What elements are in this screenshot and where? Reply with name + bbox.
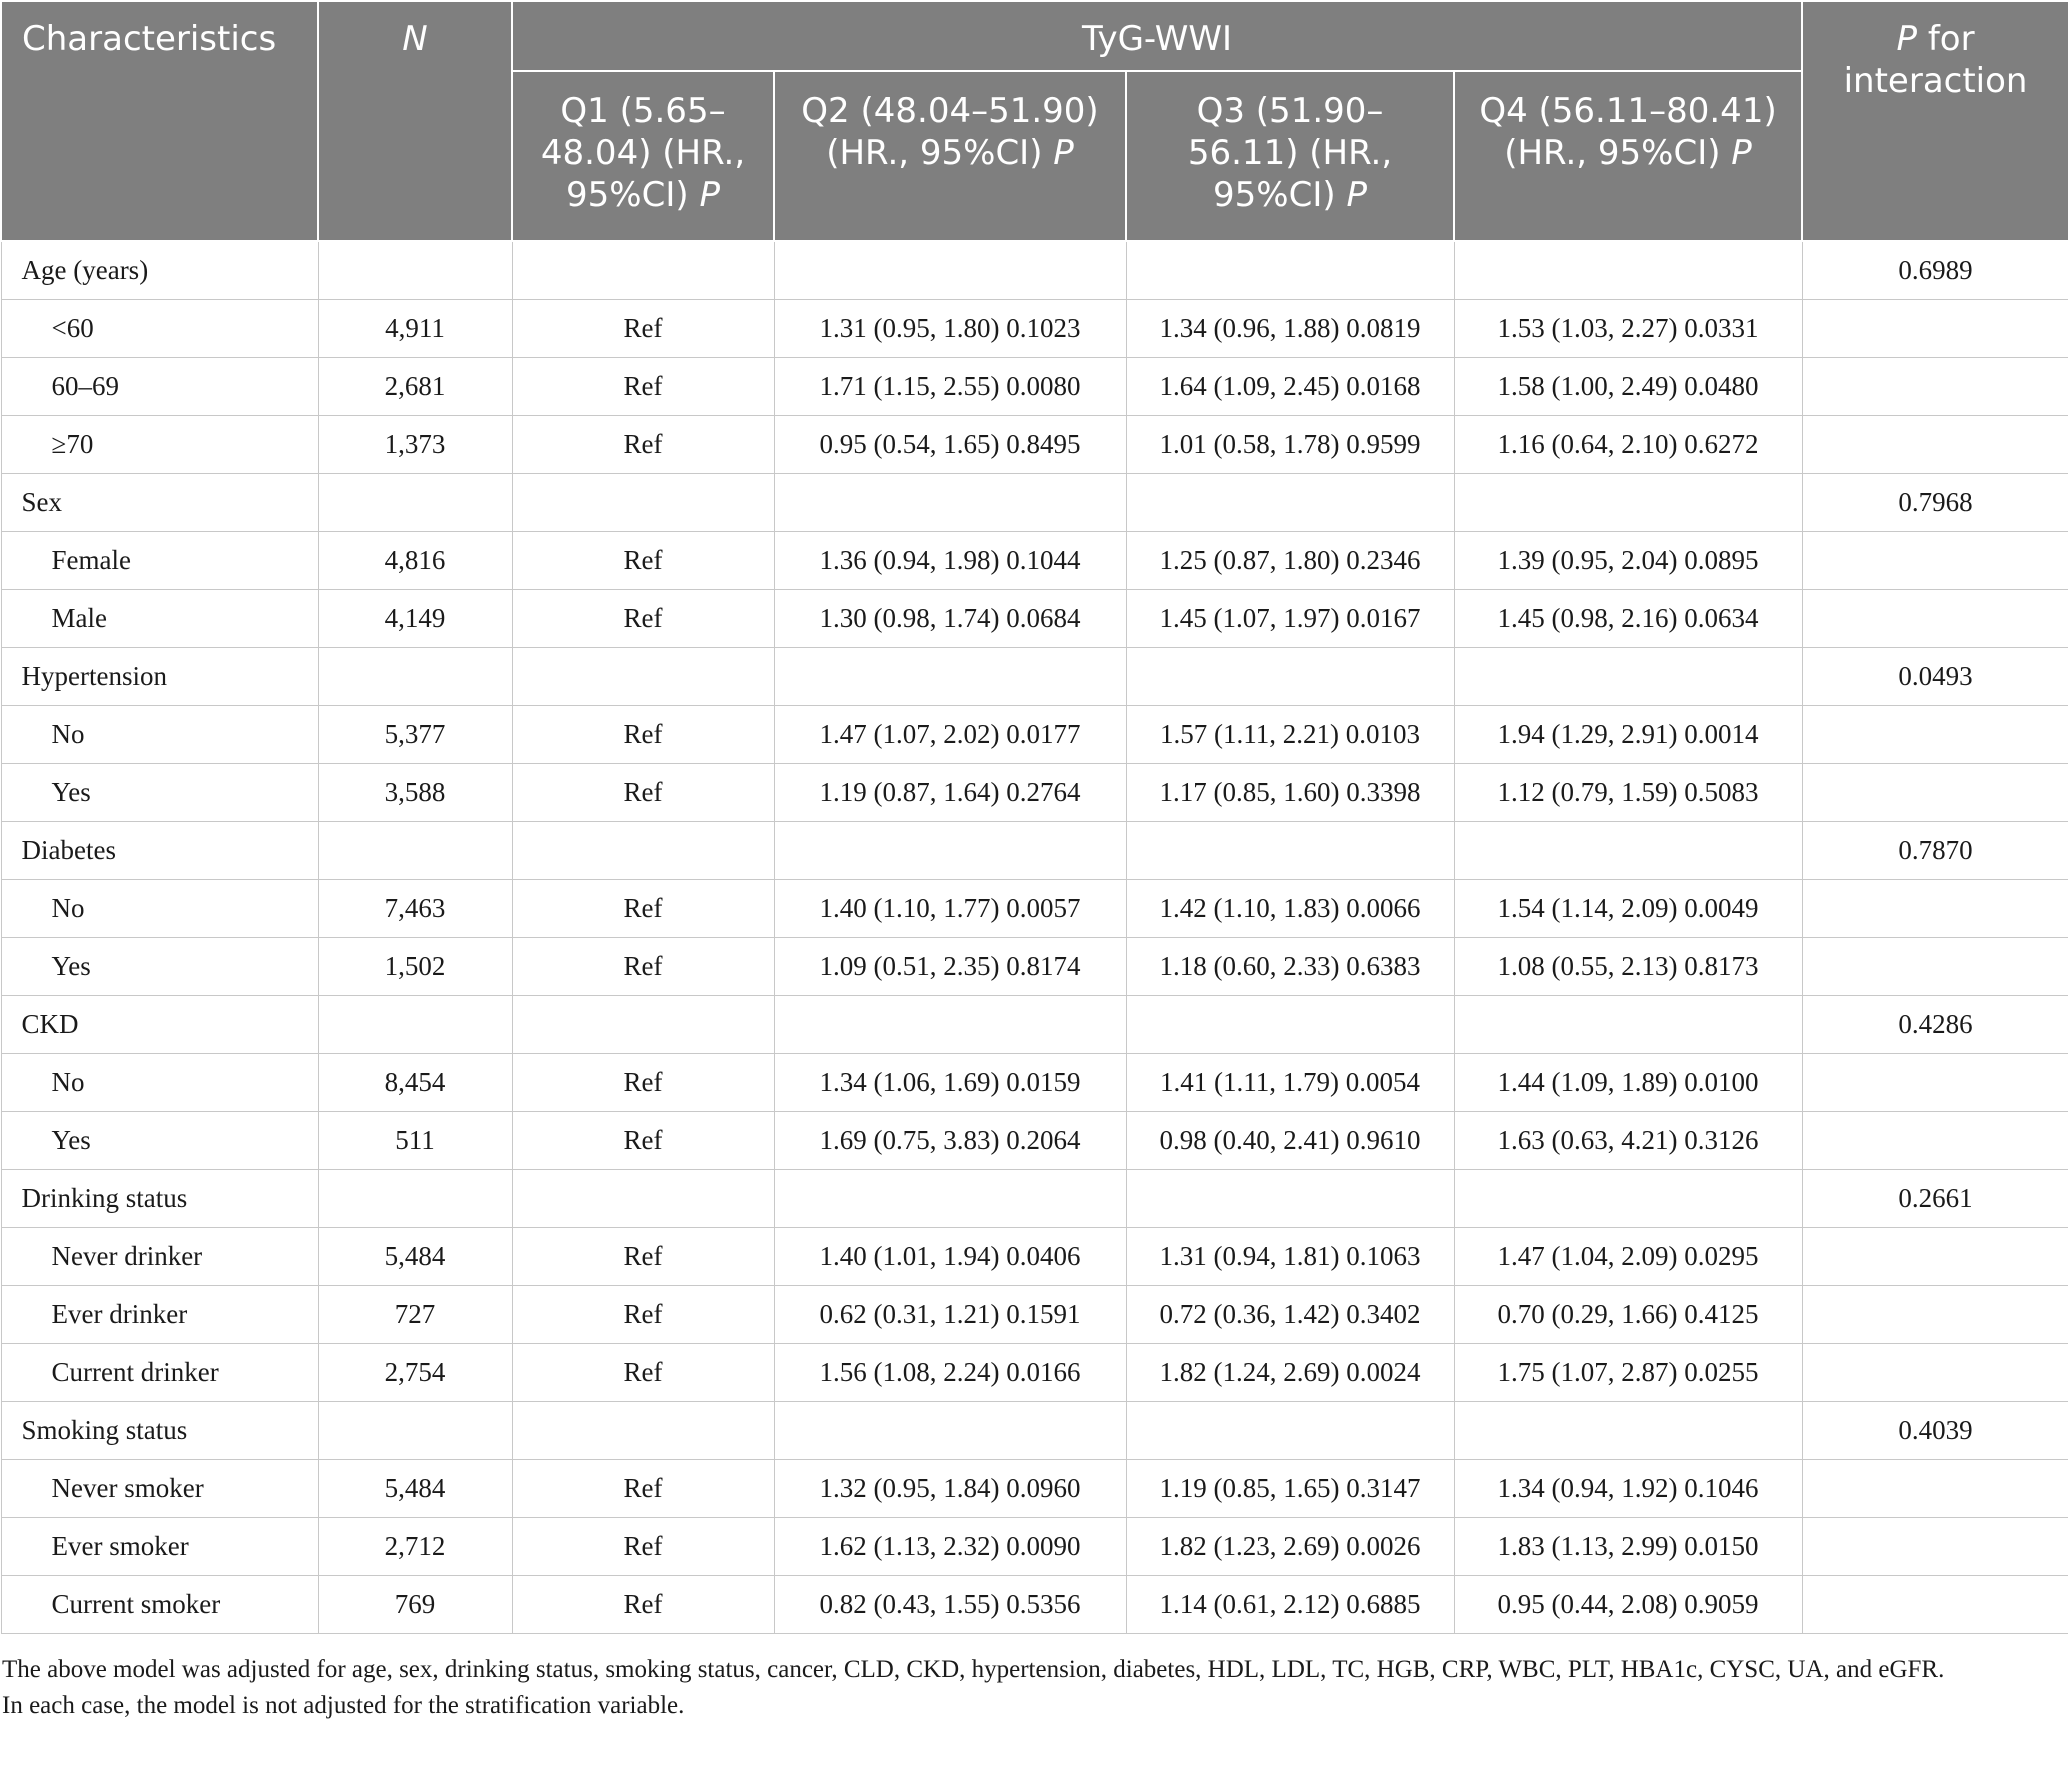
cell-q3 — [1126, 241, 1454, 300]
cell-p: 0.6989 — [1802, 241, 2068, 300]
cell-n: 8,454 — [318, 1054, 512, 1112]
cell-n — [318, 474, 512, 532]
cell-p — [1802, 416, 2068, 474]
cell-n: 2,681 — [318, 358, 512, 416]
cell-q4: 1.54 (1.14, 2.09) 0.0049 — [1454, 880, 1802, 938]
cell-label: Ever smoker — [1, 1518, 318, 1576]
cell-q2: 1.40 (1.10, 1.77) 0.0057 — [774, 880, 1126, 938]
table-row — [1, 1054, 2068, 1112]
cell-label: Smoking status — [1, 1402, 318, 1460]
cell-p — [1802, 706, 2068, 764]
cell-q1: Ref — [512, 1344, 774, 1402]
cell-n: 5,484 — [318, 1460, 512, 1518]
cell-q3: 0.98 (0.40, 2.41) 0.9610 — [1126, 1112, 1454, 1170]
cell-p: 0.7968 — [1802, 474, 2068, 532]
group-row — [1, 1402, 2068, 1460]
cell-p — [1802, 1286, 2068, 1344]
cell-p — [1802, 590, 2068, 648]
cell-q2 — [774, 241, 1126, 300]
cell-p — [1802, 1576, 2068, 1634]
cell-p — [1802, 1112, 2068, 1170]
footnote-line: The above model was adjusted for age, sex, drinking status, smoking status, cancer, CLD, CKD, hypertension, diabetes, HDL, LDL, TC, HGB, CRP, WBC, PLT, HBA1c, CYSC, UA, and eGFR. — [2, 1656, 1945, 1683]
cell-q4: 1.16 (0.64, 2.10) 0.6272 — [1454, 416, 1802, 474]
cell-q1: Ref — [512, 1286, 774, 1344]
cell-q2: 1.30 (0.98, 1.74) 0.0684 — [774, 590, 1126, 648]
cell-q4: 1.39 (0.95, 2.04) 0.0895 — [1454, 532, 1802, 590]
cell-q3: 1.45 (1.07, 1.97) 0.0167 — [1126, 590, 1454, 648]
cell-label: Ever drinker — [1, 1286, 318, 1344]
cell-n — [318, 648, 512, 706]
cell-label: Male — [1, 590, 318, 648]
table-body — [1, 241, 2068, 1634]
cell-label: Yes — [1, 938, 318, 996]
cell-label: Drinking status — [1, 1170, 318, 1228]
cell-q4: 1.45 (0.98, 2.16) 0.0634 — [1454, 590, 1802, 648]
cell-q3: 1.25 (0.87, 1.80) 0.2346 — [1126, 532, 1454, 590]
cell-q3: 1.19 (0.85, 1.65) 0.3147 — [1126, 1460, 1454, 1518]
cell-p — [1802, 358, 2068, 416]
cell-q3 — [1126, 474, 1454, 532]
cell-q1: Ref — [512, 764, 774, 822]
cell-q4: 1.34 (0.94, 1.92) 0.1046 — [1454, 1460, 1802, 1518]
cell-n: 5,377 — [318, 706, 512, 764]
cell-q2 — [774, 822, 1126, 880]
table-row — [1, 1518, 2068, 1576]
cell-label: Never smoker — [1, 1460, 318, 1518]
cell-q1: Ref — [512, 1228, 774, 1286]
cell-label: Diabetes — [1, 822, 318, 880]
cell-q1: Ref — [512, 880, 774, 938]
cell-label: No — [1, 706, 318, 764]
cell-q2: 1.69 (0.75, 3.83) 0.2064 — [774, 1112, 1126, 1170]
header-n: N — [318, 1, 512, 241]
cell-n — [318, 1402, 512, 1460]
cell-q3 — [1126, 648, 1454, 706]
cell-q1: Ref — [512, 1460, 774, 1518]
cell-n: 5,484 — [318, 1228, 512, 1286]
cell-q4: 1.53 (1.03, 2.27) 0.0331 — [1454, 300, 1802, 358]
cell-n — [318, 822, 512, 880]
cell-q3 — [1126, 996, 1454, 1054]
table-row — [1, 358, 2068, 416]
cell-q4: 1.94 (1.29, 2.91) 0.0014 — [1454, 706, 1802, 764]
cell-label: Current drinker — [1, 1344, 318, 1402]
cell-label: 60–69 — [1, 358, 318, 416]
cell-q3: 1.82 (1.23, 2.69) 0.0026 — [1126, 1518, 1454, 1576]
cell-q3: 1.42 (1.10, 1.83) 0.0066 — [1126, 880, 1454, 938]
cell-q1: Ref — [512, 532, 774, 590]
cell-q3: 0.72 (0.36, 1.42) 0.3402 — [1126, 1286, 1454, 1344]
cell-q1 — [512, 996, 774, 1054]
cell-q4: 1.83 (1.13, 2.99) 0.0150 — [1454, 1518, 1802, 1576]
table-row — [1, 1460, 2068, 1518]
cell-q1 — [512, 1402, 774, 1460]
cell-q3 — [1126, 1402, 1454, 1460]
header-q2: Q2 (48.04–51.90) (HR., 95%CI) P — [774, 71, 1126, 241]
cell-q4 — [1454, 996, 1802, 1054]
cell-n: 511 — [318, 1112, 512, 1170]
cell-q2 — [774, 1402, 1126, 1460]
cell-q4: 1.08 (0.55, 2.13) 0.8173 — [1454, 938, 1802, 996]
cell-n: 727 — [318, 1286, 512, 1344]
cell-q2: 1.19 (0.87, 1.64) 0.2764 — [774, 764, 1126, 822]
group-row — [1, 241, 2068, 300]
cell-label: Female — [1, 532, 318, 590]
cell-n: 3,588 — [318, 764, 512, 822]
cell-label: Yes — [1, 764, 318, 822]
cell-q2 — [774, 474, 1126, 532]
cell-q3: 1.01 (0.58, 1.78) 0.9599 — [1126, 416, 1454, 474]
cell-q3: 1.34 (0.96, 1.88) 0.0819 — [1126, 300, 1454, 358]
table-row — [1, 1576, 2068, 1634]
cell-q3: 1.17 (0.85, 1.60) 0.3398 — [1126, 764, 1454, 822]
cell-p — [1802, 1228, 2068, 1286]
header-characteristics: Characteristics — [1, 1, 318, 241]
cell-q1: Ref — [512, 590, 774, 648]
cell-q4: 0.95 (0.44, 2.08) 0.9059 — [1454, 1576, 1802, 1634]
cell-q1: Ref — [512, 1054, 774, 1112]
cell-n: 1,502 — [318, 938, 512, 996]
cell-n: 2,712 — [318, 1518, 512, 1576]
cell-p: 0.0493 — [1802, 648, 2068, 706]
cell-q1: Ref — [512, 1518, 774, 1576]
cell-q4: 0.70 (0.29, 1.66) 0.4125 — [1454, 1286, 1802, 1344]
cell-q2: 1.62 (1.13, 2.32) 0.0090 — [774, 1518, 1126, 1576]
cell-q3: 1.41 (1.11, 1.79) 0.0054 — [1126, 1054, 1454, 1112]
cell-q1 — [512, 822, 774, 880]
header-q3: Q3 (51.90– 56.11) (HR., 95%CI) P — [1126, 71, 1454, 241]
cell-p — [1802, 1344, 2068, 1402]
cell-label: ≥70 — [1, 416, 318, 474]
cell-q4: 1.75 (1.07, 2.87) 0.0255 — [1454, 1344, 1802, 1402]
cell-q1: Ref — [512, 938, 774, 996]
cell-q4: 1.47 (1.04, 2.09) 0.0295 — [1454, 1228, 1802, 1286]
cell-q4 — [1454, 1402, 1802, 1460]
cell-label: No — [1, 880, 318, 938]
cell-n: 2,754 — [318, 1344, 512, 1402]
cell-q3: 1.57 (1.11, 2.21) 0.0103 — [1126, 706, 1454, 764]
cell-q1: Ref — [512, 1112, 774, 1170]
header-tyg-wwi: TyG-WWI — [512, 1, 1802, 71]
cell-n: 1,373 — [318, 416, 512, 474]
table-row — [1, 300, 2068, 358]
cell-q2: 1.31 (0.95, 1.80) 0.1023 — [774, 300, 1126, 358]
header-q1: Q1 (5.65– 48.04) (HR., 95%CI) P — [512, 71, 774, 241]
group-row — [1, 1170, 2068, 1228]
cell-q4: 1.58 (1.00, 2.49) 0.0480 — [1454, 358, 1802, 416]
cell-q3: 1.82 (1.24, 2.69) 0.0024 — [1126, 1344, 1454, 1402]
table-footnote — [0, 1634, 2062, 1724]
cell-q1: Ref — [512, 358, 774, 416]
cell-p — [1802, 1518, 2068, 1576]
cell-q3 — [1126, 1170, 1454, 1228]
cell-q4 — [1454, 474, 1802, 532]
cell-label: Yes — [1, 1112, 318, 1170]
cell-q4: 1.12 (0.79, 1.59) 0.5083 — [1454, 764, 1802, 822]
cell-q3: 1.64 (1.09, 2.45) 0.0168 — [1126, 358, 1454, 416]
cell-q1 — [512, 241, 774, 300]
cell-q2: 1.36 (0.94, 1.98) 0.1044 — [774, 532, 1126, 590]
cell-q1: Ref — [512, 416, 774, 474]
cell-q2: 0.82 (0.43, 1.55) 0.5356 — [774, 1576, 1126, 1634]
cell-p: 0.2661 — [1802, 1170, 2068, 1228]
group-row — [1, 822, 2068, 880]
cell-q2 — [774, 648, 1126, 706]
cell-q1: Ref — [512, 706, 774, 764]
table-row — [1, 880, 2068, 938]
group-row — [1, 474, 2068, 532]
cell-q4 — [1454, 648, 1802, 706]
cell-q3 — [1126, 822, 1454, 880]
cell-q2: 1.09 (0.51, 2.35) 0.8174 — [774, 938, 1126, 996]
cell-q2: 1.56 (1.08, 2.24) 0.0166 — [774, 1344, 1126, 1402]
cell-q4 — [1454, 822, 1802, 880]
table-row — [1, 416, 2068, 474]
cell-q2 — [774, 1170, 1126, 1228]
cell-q4 — [1454, 241, 1802, 300]
cell-q2: 1.40 (1.01, 1.94) 0.0406 — [774, 1228, 1126, 1286]
cell-p: 0.4039 — [1802, 1402, 2068, 1460]
table-row — [1, 1112, 2068, 1170]
cell-n — [318, 1170, 512, 1228]
footnote-line: In each case, the model is not adjusted for the stratification variable. — [2, 1692, 685, 1719]
cell-label: CKD — [1, 996, 318, 1054]
cell-p: 0.7870 — [1802, 822, 2068, 880]
cell-q3: 1.18 (0.60, 2.33) 0.6383 — [1126, 938, 1454, 996]
group-row — [1, 648, 2068, 706]
cell-q3: 1.31 (0.94, 1.81) 0.1063 — [1126, 1228, 1454, 1286]
cell-q4 — [1454, 1170, 1802, 1228]
cell-p — [1802, 880, 2068, 938]
cell-label: <60 — [1, 300, 318, 358]
table-row — [1, 1228, 2068, 1286]
cell-p — [1802, 938, 2068, 996]
header-q4: Q4 (56.11–80.41) (HR., 95%CI) P — [1454, 71, 1802, 241]
cell-label: Sex — [1, 474, 318, 532]
cell-n: 769 — [318, 1576, 512, 1634]
cell-p: 0.4286 — [1802, 996, 2068, 1054]
cell-p — [1802, 1460, 2068, 1518]
cell-q1: Ref — [512, 1576, 774, 1634]
table-row — [1, 706, 2068, 764]
cell-q4: 1.44 (1.09, 1.89) 0.0100 — [1454, 1054, 1802, 1112]
cell-p — [1802, 1054, 2068, 1112]
cell-q1 — [512, 648, 774, 706]
table-row — [1, 532, 2068, 590]
cell-q3: 1.14 (0.61, 2.12) 0.6885 — [1126, 1576, 1454, 1634]
cell-q2: 1.34 (1.06, 1.69) 0.0159 — [774, 1054, 1126, 1112]
table-row — [1, 1344, 2068, 1402]
cell-label: Hypertension — [1, 648, 318, 706]
table-row — [1, 590, 2068, 648]
cell-n — [318, 241, 512, 300]
table-row — [1, 1286, 2068, 1344]
table-row — [1, 764, 2068, 822]
cell-q2 — [774, 996, 1126, 1054]
cell-q1 — [512, 1170, 774, 1228]
cell-q4: 1.63 (0.63, 4.21) 0.3126 — [1454, 1112, 1802, 1170]
cell-q2: 1.47 (1.07, 2.02) 0.0177 — [774, 706, 1126, 764]
cell-q2: 1.32 (0.95, 1.84) 0.0960 — [774, 1460, 1126, 1518]
group-row — [1, 996, 2068, 1054]
cell-label: No — [1, 1054, 318, 1112]
cell-n — [318, 996, 512, 1054]
cell-q2: 1.71 (1.15, 2.55) 0.0080 — [774, 358, 1126, 416]
cell-label: Current smoker — [1, 1576, 318, 1634]
table-row — [1, 938, 2068, 996]
cell-q1: Ref — [512, 300, 774, 358]
cell-q1 — [512, 474, 774, 532]
header-p-interaction: P for interaction — [1802, 1, 2068, 241]
cell-label: Never drinker — [1, 1228, 318, 1286]
table-header — [1, 1, 2068, 241]
cell-p — [1802, 532, 2068, 590]
cell-p — [1802, 764, 2068, 822]
cell-n: 4,816 — [318, 532, 512, 590]
cell-n: 4,911 — [318, 300, 512, 358]
cell-q2: 0.95 (0.54, 1.65) 0.8495 — [774, 416, 1126, 474]
cell-n: 4,149 — [318, 590, 512, 648]
cell-label: Age (years) — [1, 241, 318, 300]
cell-q2: 0.62 (0.31, 1.21) 0.1591 — [774, 1286, 1126, 1344]
cell-p — [1802, 300, 2068, 358]
cell-n: 7,463 — [318, 880, 512, 938]
